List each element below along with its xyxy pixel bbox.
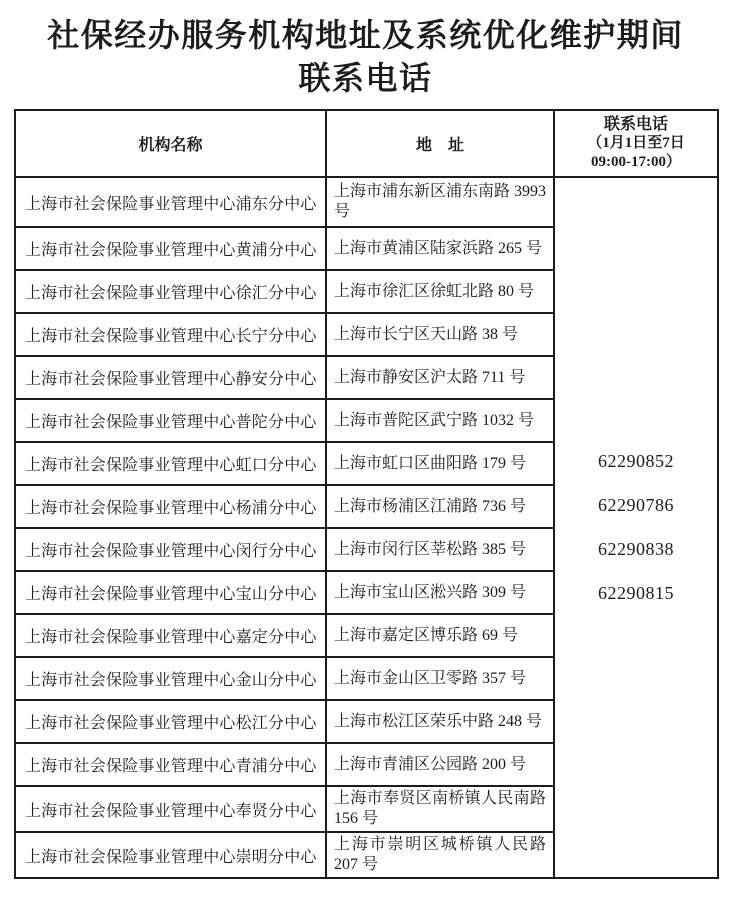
address-cell: 上海市长宁区天山路 38 号 [326,313,554,356]
phone-number: 62290786 [598,495,674,515]
table-header-row [15,110,718,177]
address-cell: 上海市虹口区曲阳路 179 号 [326,442,554,485]
org-name-cell: 上海市社会保险事业管理中心松江分中心 [15,700,326,743]
header-phone-line-1: 联系电话 [603,116,668,133]
address-cell: 上海市嘉定区博乐路 69 号 [326,614,554,657]
org-name-cell: 上海市社会保险事业管理中心静安分中心 [15,356,326,399]
phone-number: 62290838 [598,539,674,559]
address-cell: 上海市徐汇区徐虹北路 80 号 [326,270,554,313]
page-title [8,14,723,100]
header-phone [554,110,718,177]
org-name-cell: 上海市社会保险事业管理中心闵行分中心 [15,528,326,571]
org-name-cell: 上海市社会保险事业管理中心杨浦分中心 [15,485,326,528]
org-name-cell: 上海市社会保险事业管理中心徐汇分中心 [15,270,326,313]
phone-number: 62290852 [598,451,674,471]
org-name-cell: 上海市社会保险事业管理中心普陀分中心 [15,399,326,442]
header-phone-line-3: 09:00-17:00） [591,154,681,170]
header-phone-line-2: （1月1日至7日 [587,135,685,151]
header-address: 地 址 [326,110,554,177]
address-cell: 上海市金山区卫零路 357 号 [326,657,554,700]
phone-number-list [556,451,716,604]
org-name-cell: 上海市社会保险事业管理中心黄浦分中心 [15,227,326,270]
address-cell: 上海市杨浦区江浦路 736 号 [326,485,554,528]
address-cell: 上海市崇明区城桥镇人民路 207 号 [326,832,554,878]
address-cell: 上海市奉贤区南桥镇人民南路 156 号 [326,786,554,832]
org-name-cell: 上海市社会保险事业管理中心浦东分中心 [15,177,326,227]
address-cell: 上海市浦东新区浦东南路 3993 号 [326,177,554,227]
org-name-cell: 上海市社会保险事业管理中心青浦分中心 [15,743,326,786]
address-cell: 上海市宝山区淞兴路 309 号 [326,571,554,614]
phone-numbers-cell [554,177,718,878]
org-name-cell: 上海市社会保险事业管理中心宝山分中心 [15,571,326,614]
address-cell: 上海市静安区沪太路 711 号 [326,356,554,399]
address-cell: 上海市普陀区武宁路 1032 号 [326,399,554,442]
contact-table [14,109,719,879]
org-name-cell: 上海市社会保险事业管理中心虹口分中心 [15,442,326,485]
table-row [15,177,718,227]
org-name-cell: 上海市社会保险事业管理中心金山分中心 [15,657,326,700]
org-name-cell: 上海市社会保险事业管理中心奉贤分中心 [15,786,326,832]
address-cell: 上海市闵行区莘松路 385 号 [326,528,554,571]
phone-number: 62290815 [598,583,674,603]
org-name-cell: 上海市社会保险事业管理中心长宁分中心 [15,313,326,356]
org-name-cell: 上海市社会保险事业管理中心崇明分中心 [15,832,326,878]
page-title-line-2: 联系电话 [298,60,433,96]
address-cell: 上海市松江区荣乐中路 248 号 [326,700,554,743]
header-org-name: 机构名称 [15,110,326,177]
address-cell: 上海市青浦区公园路 200 号 [326,743,554,786]
org-name-cell: 上海市社会保险事业管理中心嘉定分中心 [15,614,326,657]
address-cell: 上海市黄浦区陆家浜路 265 号 [326,227,554,270]
page-title-line-1: 社保经办服务机构地址及系统优化维护期间 [47,17,684,53]
